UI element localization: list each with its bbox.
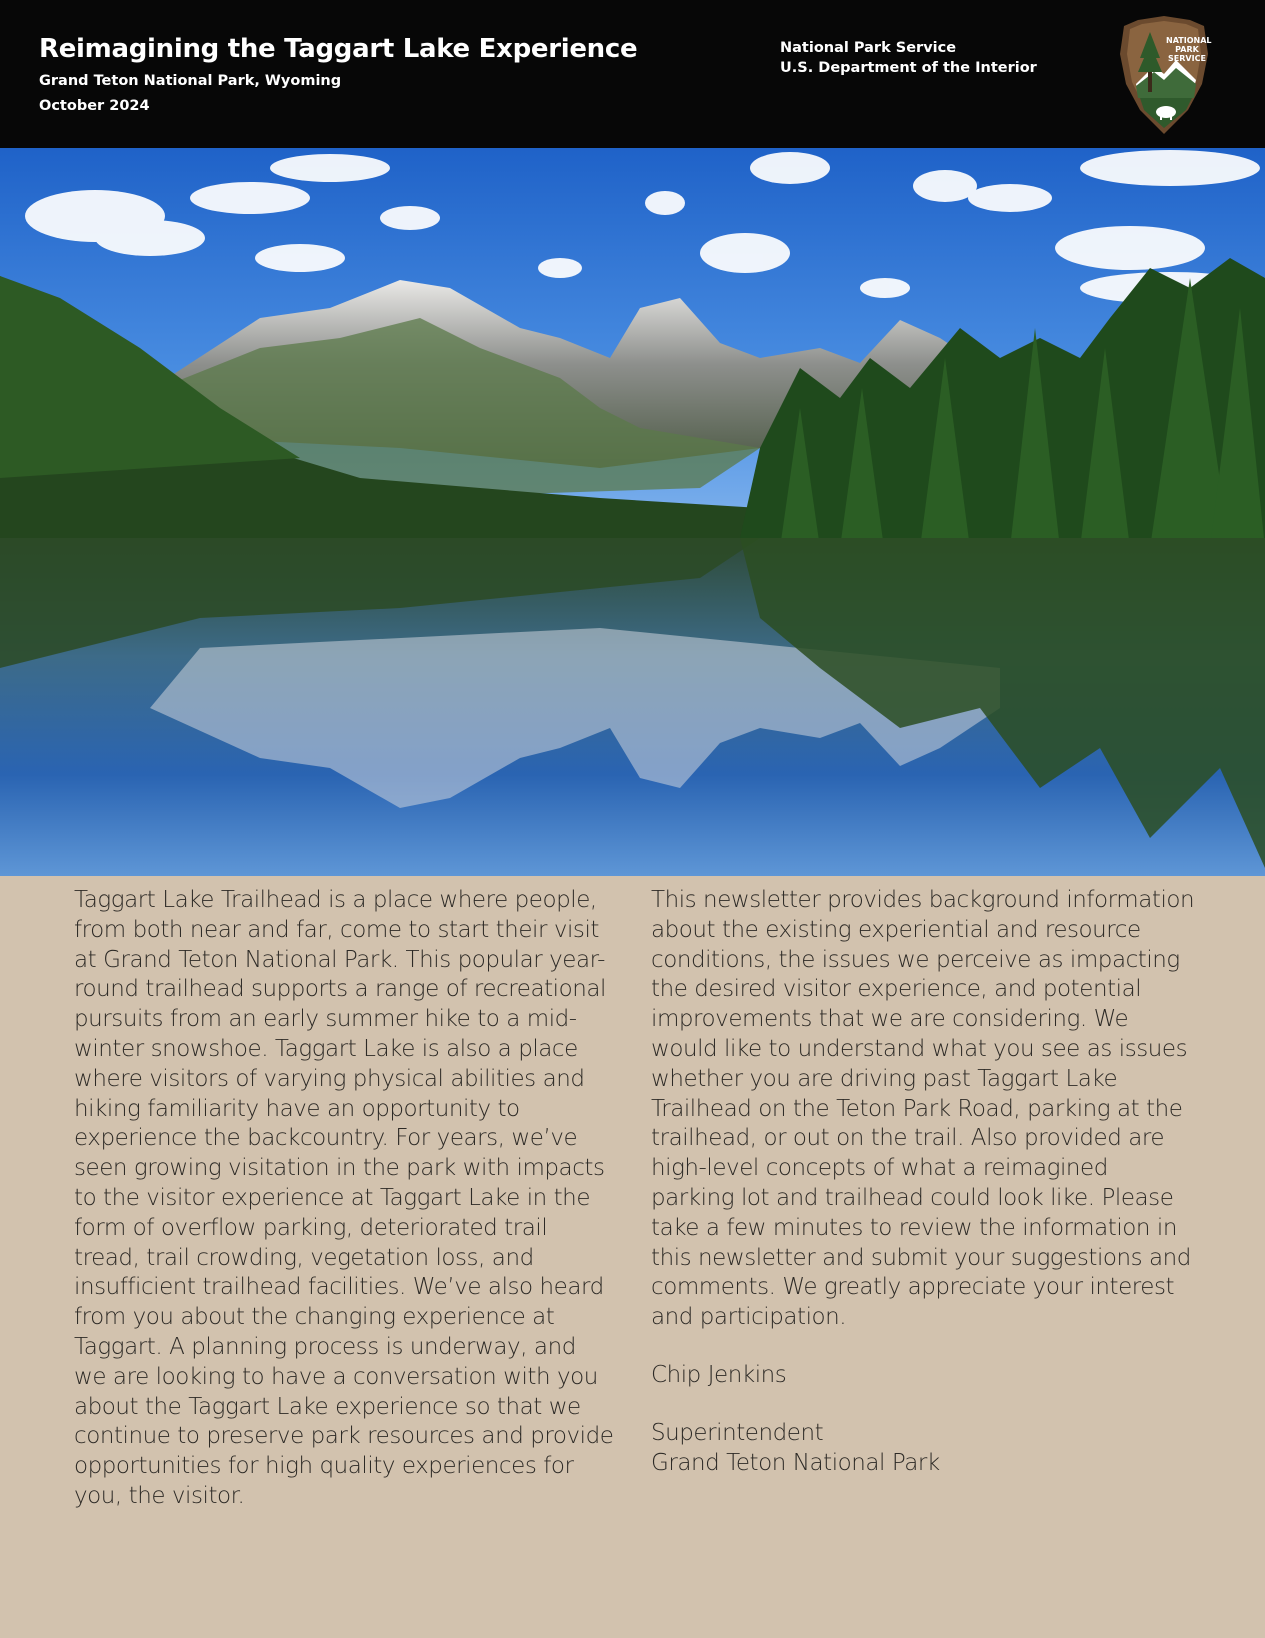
department-name: U.S. Department of the Interior bbox=[780, 60, 1037, 76]
newsletter-title: Reimagining the Taggart Lake Experience bbox=[39, 34, 638, 64]
signature-organization: Grand Teton National Park bbox=[651, 1449, 940, 1476]
intro-paragraph: Taggart Lake Trailhead is a place where people, from both near and far, come to start their visit at Grand Teton National Park. This popular year-round trailhead supports a range of recreational pursuits from an early summer hike to a mid-winter snowshoe. Taggart Lake is also a place where visitors of varying physical abilities and hiking familiarity have an opportunity to experience the backcountry. For years, we’ve seen growing visitation in the park with impacts to the visitor experience at Taggart Lake in the form of overflow parking, deteriorated trail tread, trail crowding, vegetation loss, and insufficient trailhead facilities. We’ve also heard from you about the changing experience at Taggart. A planning process is underway, and we are looking to have a conversation with you about the Taggart Lake experience so that we continue to preserve park resources and provide opportunities for high quality experiences for you, the visitor. bbox=[74, 887, 614, 1509]
issue-date: October 2024 bbox=[39, 98, 150, 114]
masthead bbox=[0, 0, 1265, 148]
lake-landscape-image bbox=[0, 148, 1265, 876]
signature-title: Superintendent bbox=[651, 1419, 824, 1446]
logo-lettering: NATIONAL PARK SERVICE bbox=[1166, 36, 1212, 63]
agency-name: National Park Service bbox=[780, 40, 957, 56]
taggart-lake-photo bbox=[0, 148, 1265, 876]
intro-column bbox=[74, 886, 614, 1512]
nps-arrowhead-logo bbox=[1116, 14, 1212, 136]
agency-block bbox=[780, 38, 1037, 78]
signature-name: Chip Jenkins bbox=[651, 1361, 787, 1388]
newsletter-column bbox=[651, 886, 1196, 1478]
park-location: Grand Teton National Park, Wyoming bbox=[39, 73, 342, 89]
newsletter-paragraph: This newsletter provides background information about the existing experiential and resource conditions, the issues we perceive as impacting the desired visitor experience, and potential improvements that we are considering. We would like to understand what you see as issues whether you are driving past Taggart Lake Trailhead on the Teton Park Road, parking at the trailhead, or out on the trail. Also provided are high-level concepts of what a reimagined parking lot and trailhead could look like. Please take a few minutes to review the information in this newsletter and submit your suggestions and comments. We greatly appreciate your interest and participation. bbox=[651, 887, 1195, 1331]
arrowhead-icon bbox=[1116, 14, 1212, 136]
